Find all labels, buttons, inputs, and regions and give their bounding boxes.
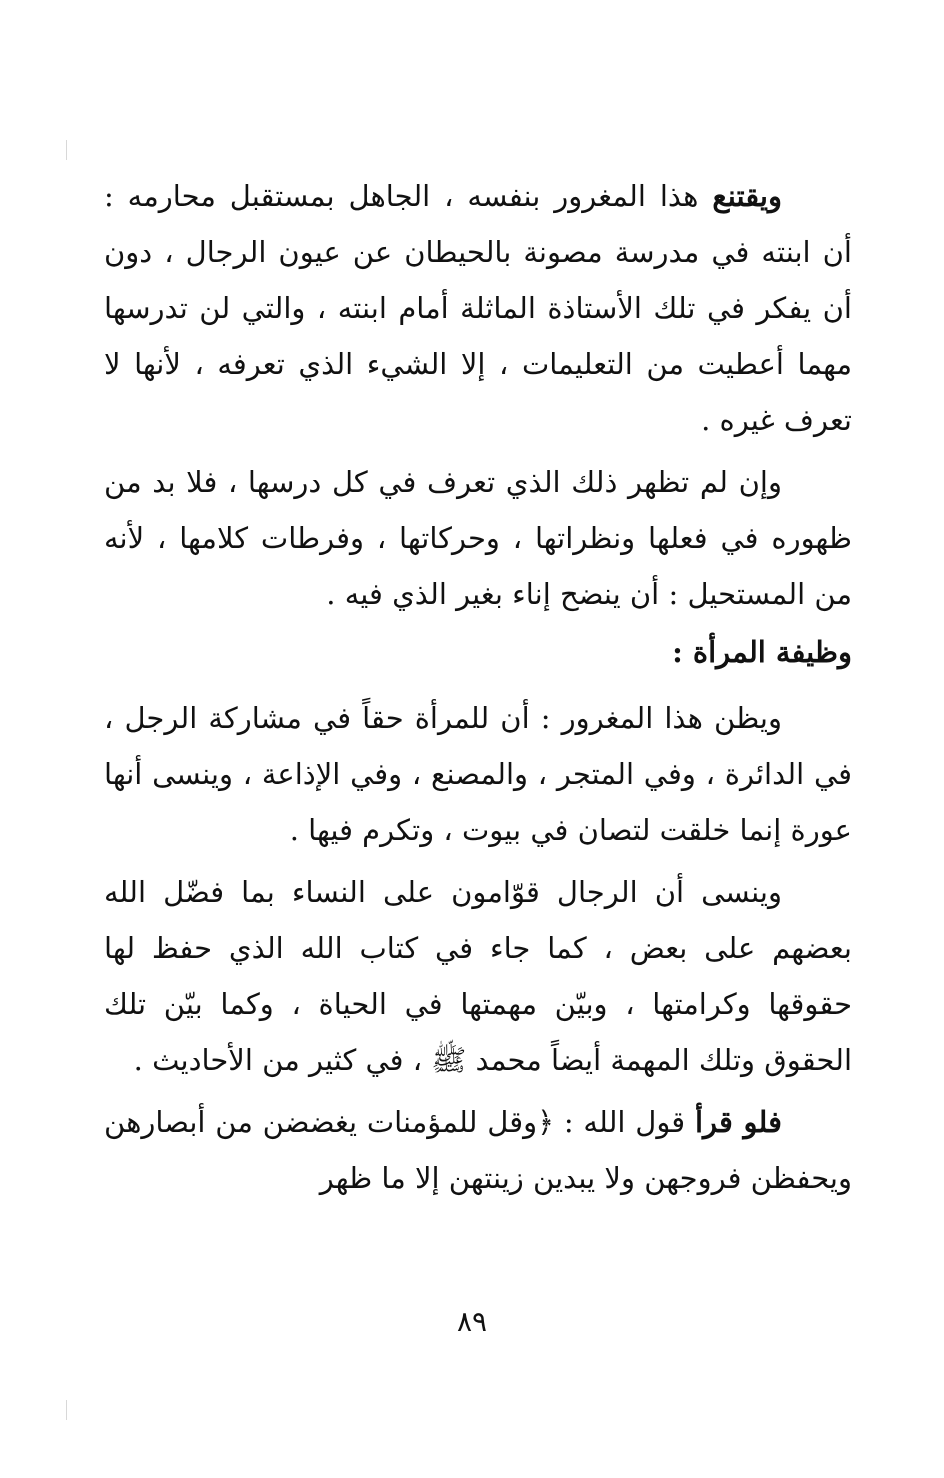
paragraph (104, 864, 852, 1088)
paragraph-text: وإن لم تظهر ذلك الذي تعرف في كل درسها ، فلا بد من ظهوره في فعلها ونظراتها ، وحركاتها ، وفرطات كلامها ، لأنه من المستحيل : أن ينضح إناء بغير الذي فيه . (104, 465, 852, 611)
paragraph-lead-word: فلو قرأ (694, 1105, 782, 1139)
paragraph (104, 168, 852, 448)
page-number: ٨٩ (456, 1305, 488, 1338)
paragraph-text: هذا المغرور بنفسه ، الجاهل بمستقبل محارمه : أن ابنته في مدرسة مصونة بالحيطان عن عيون الرجال ، دون أن يفكر في تلك الأستاذة الماثلة أمام ابنته ، والتي لن تدرسها مهما أعطيت من التعليمات ، إلا الشيء الذي تعرفه ، لأنها لا تعرف غيره . (104, 179, 852, 437)
paragraph-text: قول الله : ﴿وقل للمؤمنات يغضضن من أبصارهن ويحفظن فروجهن ولا يبدين زينتهن إلا ما ظهر (104, 1105, 852, 1195)
body-text (104, 168, 852, 1206)
scan-edge-mark (66, 140, 67, 160)
paragraph-text: وينسى أن الرجال قوّامون على النساء بما فضّل الله بعضهم على بعض ، كما جاء في كتاب الله الذي حفظ لها حقوقها وكرامتها ، وبيّن مهمتها في الحياة ، وكما بيّن تلك الحقوق وتلك المهمة أيضاً محمد ﷺ ، في كثير من الأحاديث . (104, 875, 852, 1077)
paragraph (104, 1094, 852, 1206)
paragraph (104, 690, 852, 858)
section-heading: وظيفة المرأة : (672, 635, 852, 669)
paragraph-text: ويظن هذا المغرور : أن للمرأة حقاً في مشاركة الرجل ، في الدائرة ، وفي المتجر ، والمصنع ، وفي الإذاعة ، وينسى أنها عورة إنما خلقت لتصان في بيوت ، وتكرم فيها . (104, 701, 852, 847)
paragraph (104, 454, 852, 622)
scan-edge-mark (66, 1400, 67, 1420)
paragraph-lead-word: ويقتنع (712, 179, 782, 213)
